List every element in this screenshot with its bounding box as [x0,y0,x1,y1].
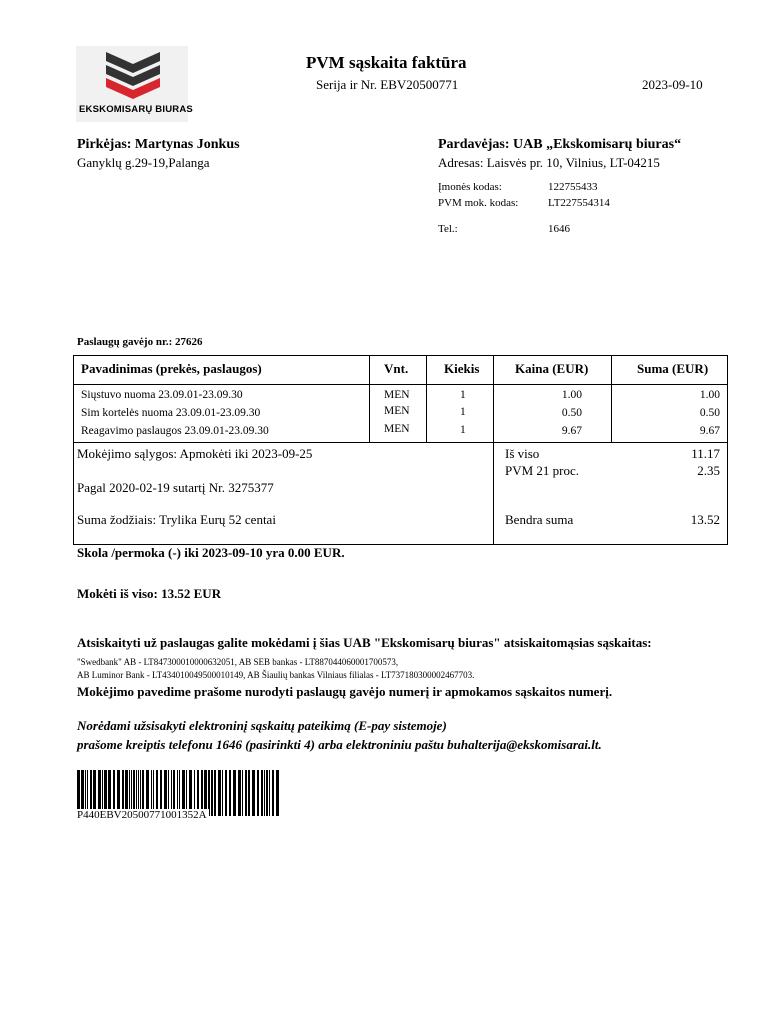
bank-accounts-line: "Swedbank" AB - LT847300010000632051, AB SEB bankas - LT887044060001700573, [77,657,399,667]
barcode-bar [238,770,241,816]
payment-terms: Mokėjimo sąlygos: Apmokėti iki 2023-09-25 [77,446,313,461]
bank-accounts-line: AB Luminor Bank - LT434010049500010149, AB Šiaulių bankas Vilniaus filialas - LT737180300002467703. [77,670,475,680]
document-title: PVM sąskaita faktūra [306,53,467,72]
table-row-sum: 1.00 [699,389,720,401]
barcode-bar [264,770,265,816]
vat-code-label: PVM mok. kodas: [438,197,519,209]
table-row-quantity: 1 [460,389,466,401]
vat-value: 2.35 [697,463,720,478]
col-header-unit: Vnt. [384,361,409,376]
payment-instruction: Mokėjimo pavedime prašome nurodyti paslaugų gavėjo numerį ir apmokamos sąskaitos numerį. [77,684,613,699]
subtotal-label: Iš viso [505,446,540,461]
barcode-bar [222,770,223,816]
accounts-title: Atsiskaityti už paslaugas galite mokėdami į šias UAB "Ekskomisarų biuras" atsiskaitomąsias sąskaitas: [77,635,652,650]
barcode-bar [269,770,270,816]
barcode-bar [266,770,268,816]
barcode-bar [248,770,250,816]
vat-code-value: LT227554314 [548,197,610,209]
buyer-name: Pirkėjas: Martynas Jonkus [77,137,240,152]
invoice-series: Serija ir Nr. EBV20500771 [316,77,459,92]
col-header-quantity: Kiekis [444,361,480,376]
table-row-quantity: 1 [460,406,466,418]
vat-label: PVM 21 proc. [505,463,580,478]
barcode-bar [218,770,221,816]
company-code-label: Įmonės kodas: [438,181,502,193]
barcode-bar [252,770,255,816]
col-header-name: Pavadinimas (prekės, paslaugos) [81,361,262,376]
barcode-bar [245,770,247,816]
contract-reference: Pagal 2020-02-19 sutartį Nr. 3275377 [77,480,274,495]
table-row-price: 0.50 [561,407,582,419]
amount-due: Mokėti iš viso: 13.52 EUR [77,586,222,601]
table-row-sum: 0.50 [699,407,720,419]
barcode-bar [233,770,236,816]
barcode-bar [257,770,259,816]
barcode-bar [211,770,213,816]
col-divider [426,356,427,442]
items-table [73,355,728,545]
barcode-bar [214,770,216,816]
subtotal-value: 11.17 [691,446,720,461]
table-row-unit: MEN [384,423,410,435]
epay-note-line: prašome kreiptis telefonu 1646 (pasirinkti 4) arba elektroniniu paštu buhalterija@ekskomisarai.lt. [77,737,602,752]
barcode-bar [225,770,227,816]
col-divider [611,356,612,442]
items-divider [74,442,727,443]
epay-note-line: Norėdami užsisakyti elektroninį sąskaitų pateikimą (E-pay sistemoje) [77,718,447,733]
table-row-price: 1.00 [561,389,582,401]
barcode-bar [261,770,263,816]
col-divider [493,356,494,442]
invoice-date: 2023-09-10 [642,77,703,92]
receiver-number: Paslaugų gavėjo nr.: 27626 [77,336,203,348]
table-row-name: Reagavimo paslaugos 23.09.01-23.09.30 [81,425,269,437]
amount-in-words: Suma žodžiais: Trylika Eurų 52 centai [77,512,276,527]
col-divider [369,356,370,442]
total-label: Bendra suma [505,512,574,527]
barcode-bar [272,770,274,816]
summary-divider [493,442,494,544]
debt-statement: Skola /permoka (-) iki 2023-09-10 yra 0.00 EUR. [77,545,345,560]
header-divider [74,384,727,385]
table-row-sum: 9.67 [699,425,720,437]
table-row-name: Sim kortelės nuoma 23.09.01-23.09.30 [81,407,261,419]
table-row-name: Siųstuvo nuoma 23.09.01-23.09.30 [81,389,243,401]
table-row-unit: MEN [384,405,410,417]
phone-value: 1646 [548,223,570,235]
company-code-value: 122755433 [548,181,598,193]
total-value: 13.52 [690,512,720,527]
logo-text: EKSKOMISARŲ BIURAS [79,104,193,115]
col-header-sum: Suma (EUR) [637,361,709,376]
seller-address: Adresas: Laisvės pr. 10, Vilnius, LT-04215 [438,155,660,170]
barcode-bar [229,770,231,816]
col-header-price: Kaina (EUR) [515,361,589,376]
table-row-quantity: 1 [460,424,466,436]
table-row-price: 9.67 [561,425,582,437]
barcode-bar [242,770,243,816]
table-row-unit: MEN [384,389,410,401]
phone-label: Tel.: [438,223,458,235]
seller-name: Pardavėjas: UAB „Ekskomisarų biuras“ [438,137,682,152]
barcode-text: P440EBV20500771001352A [77,809,207,821]
buyer-address: Ganyklų g.29-19,Palanga [77,155,210,170]
barcode-bar [276,770,279,816]
